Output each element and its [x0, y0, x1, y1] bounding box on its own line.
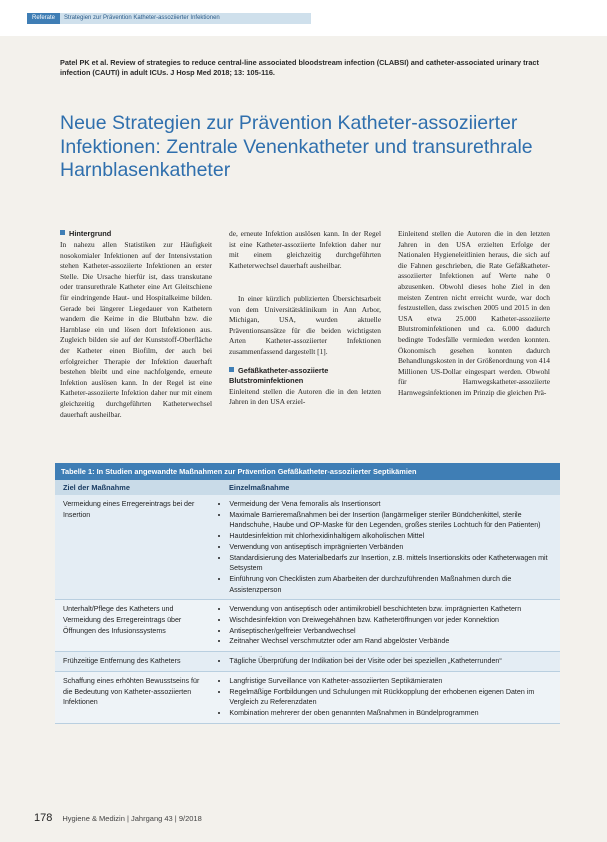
row-goal: Schaffung eines erhöhten Bewusstseins für die Bedeutung von Katheter-assoziierten Infektionen — [63, 676, 200, 707]
text-column-2 — [229, 229, 381, 418]
column-header-goal: Ziel der Maßnahme — [63, 483, 130, 492]
measure-item: • Maximale Barrieremaßnahmen bei der Insertion (langärmeliger steriler Bündchenkittel, sterile Handschuhe, Haube und OP-Maske für den Legenden, großes steriles Lochtuch für den Patienten) — [229, 510, 560, 531]
table-row — [55, 495, 560, 600]
table-caption: Tabelle 1: In Studien angewandte Maßnahmen zur Prävention Gefäßkatheter-assoziierter Septikämien — [55, 463, 560, 480]
measure-item: • Wischdesinfektion von Dreiwegehähnen bzw. Katheteröffnungen vor jeder Konnektion — [229, 615, 560, 626]
measure-item: • Langfristige Surveillance von Katheter-assoziierten Septikämieraten — [229, 676, 560, 687]
measure-item: • Verwendung von antiseptisch imprägnierten Verbänden — [229, 542, 560, 553]
article-title: Neue Strategien zur Prävention Katheter-assoziierter Infektionen: Zentrale Venenkatheter und transurethrale Harnblasenkatheter — [60, 112, 533, 181]
measure-list — [214, 676, 560, 719]
column-header-measures: Einzelmaßnahme — [229, 483, 290, 492]
section-tag — [27, 13, 311, 24]
measure-list — [214, 604, 560, 647]
measures-table — [55, 463, 560, 724]
subheading-hintergrund — [60, 229, 212, 239]
table-row — [55, 600, 560, 652]
row-goal: Frühzeitige Entfernung des Katheters — [63, 657, 181, 666]
row-goal: Vermeidung eines Erregereintrags bei der Insertion — [63, 500, 195, 519]
row-goal: Unterhalt/Pflege des Katheters und Vermeidung des Erregereintrags über Öffnungen des Infusionssystems — [63, 605, 182, 635]
table-row — [55, 652, 560, 672]
table-body — [55, 495, 560, 724]
measure-item: • Kombination mehrerer der oben genannten Maßnahmen in Bündelprogrammen — [229, 708, 560, 719]
measure-item: • Tägliche Überprüfung der Indikation bei der Visite oder bei speziellen „Katheterrunden“ — [229, 656, 560, 667]
measure-item: • Einführung von Checklisten zum Abarbeiten der durchzuführenden Maßnahmen durch die Assistenzperson — [229, 574, 560, 595]
square-bullet-icon — [229, 367, 234, 372]
table-header — [55, 480, 560, 495]
measure-item: • Regelmäßige Fortbildungen und Schulungen mit Rückkopplung der erhobenen eigenen Daten im Vergleich zu Referenzdaten — [229, 687, 560, 708]
paragraph-results: Einleitend stellen die Autoren die in den letzten Jahren in den USA erzielten Erfolge der Nationalen Hygieneleitlinien heraus, die sich auf die Fahnen geschrieben, die Rate Gefäßkatheter-assoziierter Infektionen auf Werte nahe 0 abzusenken. Obwohl dieses hohe Ziel in den meisten Zentren nicht erreicht wurde, war doch festzustellen, dass zwischen 2005 und 2015 in den USA etwa 25.000 Katheter-assoziierte Blutstrominfektionen und ca. 6.000 dadurch bedingte Todesfälle vermieden werden konnten. Ökonomisch gesehen konnten dadurch Behandlungskosten in der Größenordnung von 414 Millionen US-Dollar eingespart werden. Obwohl für Harnwegskatheter-assoziierte Harnwegsinfektionen im Prinzip die gleichen Prä- — [398, 229, 550, 397]
text-column-3 — [398, 229, 550, 441]
paragraph-intro: In nahezu allen Statistiken zur Häufigkeit nosokomialer Infektionen auf der Intensivstation stehen Katheter-assoziierte Infektionen an erster Stelle. Die Ursache hierfür ist, dass transkutane oder transurethrale Katheter eine Art Gleitschiene für eindringende Haut- und Hospitalkeime bilden. Gerade bei längerer Liegedauer von Kathetern wandern die Keime in die Blutbahn bzw. die Harnblase ein und lösen dort Infektionen aus. Zugleich bilden sie auf der Kunststoff-Oberfläche der Katheter einen Biofilm, der auch bei erfolgreicher Therapie der Infektion dauerhaft bestehen bleibt und eine nachfolgende, erneute Infektion auslösen kann. In der Regel ist eine Katheter-assoziierte Infektion daher nur mit einem gleichzeitig durchgeführten Katheterwechsel dauerhaft ausheilbar. — [60, 240, 212, 419]
measure-item: • Zeitnaher Wechsel verschmutzter oder am Rand abgelöster Verbände — [229, 636, 560, 647]
table-row — [55, 672, 560, 724]
measure-item: • Hautdesinfektion mit chlorhexidinhaltigem alkoholischen Mittel — [229, 531, 560, 542]
subheading-text: Hintergrund — [69, 229, 112, 238]
measure-item: • Standardisierung des Materialbedarfs zur Insertion, z.B. mittels Insertionskits oder Katheterwagen mit Setsystem — [229, 553, 560, 574]
square-bullet-icon — [60, 230, 65, 235]
text-column-1 — [60, 229, 212, 441]
subheading-text: Gefäßkatheter-assoziierte Blutstrominfektionen — [229, 365, 329, 385]
page-footer — [34, 812, 202, 824]
measure-list — [214, 656, 560, 667]
paragraph-review: In einer kürzlich publizierten Übersichtsarbeit von dem Universitätsklinikum in Ann Arbor, Michigan, USA, wurden aktuelle Präventionsansätze für die beiden wichtigsten Arten Katheter-assoziierter Infektionen zusammenfassend dargestellt [1]. — [229, 294, 381, 356]
page-number: 178 — [34, 812, 53, 824]
measure-item: • Vermeidung der Vena femoralis als Insertionsort — [229, 499, 560, 510]
measure-item: • Antiseptischer/gelfreier Verbandwechsel — [229, 626, 560, 637]
section-label: Referate — [27, 13, 60, 24]
measure-list — [214, 499, 560, 595]
section-topic: Strategien zur Prävention Katheter-assoziierter Infektionen — [64, 15, 220, 21]
citation: Patel PK et al. Review of strategies to reduce central-line associated bloodstream infection (CLABSI) and catheter-associated urinary tract infection (CAUTI) in adult ICUs. J Hosp Med 2018; 13: 105-116. — [60, 58, 539, 77]
subheading-blutstrominfektionen — [229, 366, 381, 386]
top-bar — [0, 0, 607, 36]
paragraph-results-start: Einleitend stellen die Autoren die in den letzten Jahren in den USA erziel- — [229, 386, 381, 407]
journal-info: Hygiene & Medizin | Jahrgang 43 | 9/2018 — [62, 814, 202, 823]
measure-item: • Verwendung von antiseptisch oder antimikrobiell beschichteten bzw. imprägnierten Kathetern — [229, 604, 560, 615]
paragraph-intro-continued: de, erneute Infektion auslösen kann. In der Regel ist eine Katheter-assoziierte Infektion daher nur mit einem gleichzeitig durchgeführten Katheterwechsel dauerhaft ausheilbar. — [229, 229, 381, 270]
